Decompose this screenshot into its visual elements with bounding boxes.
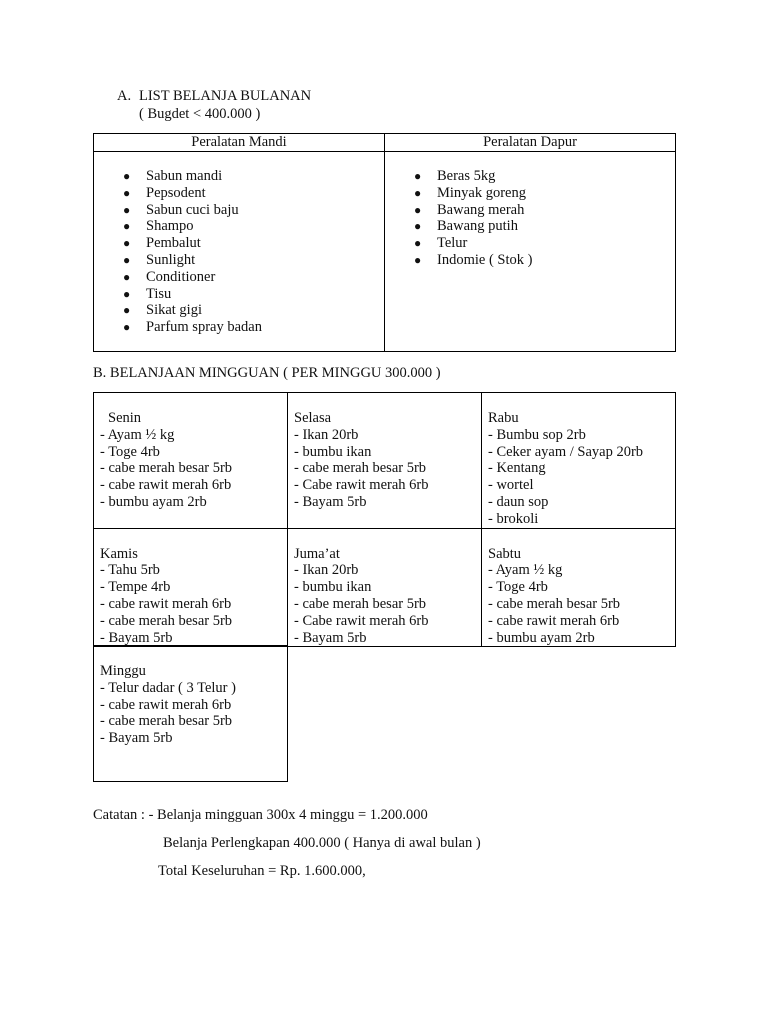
- day-item: - Cabe rawit merah 6rb: [294, 477, 429, 494]
- day-item: - Ceker ayam / Sayap 20rb: [488, 443, 644, 460]
- section-b-title: B. BELANJAAN MINGGUAN ( PER MINGGU 300.000 ): [93, 365, 441, 381]
- list-item-text: Conditioner: [146, 268, 216, 285]
- list-item: [94, 185, 384, 202]
- day-item: - Bayam 5rb: [294, 493, 367, 510]
- list-item: [94, 319, 384, 336]
- list-item-text: Minyak goreng: [437, 184, 526, 201]
- day-item: - bumbu ikan: [294, 443, 372, 460]
- day-item: - Bayam 5rb: [294, 629, 367, 646]
- day-title: Sabtu: [488, 545, 522, 562]
- day-title: Minggu: [100, 663, 146, 679]
- list-cell-peralatan-mandi: [94, 152, 385, 352]
- bullet-icon: ●: [414, 252, 422, 267]
- day-item: - Ikan 20rb: [294, 426, 359, 443]
- day-cell: [288, 528, 482, 647]
- day-item: - Ayam ½ kg: [488, 562, 563, 579]
- notes-line-1: Catatan : - Belanja mingguan 300x 4 minggu = 1.200.000: [93, 807, 428, 823]
- bullet-icon: ●: [123, 219, 131, 234]
- bullet-list: [94, 168, 384, 336]
- day-item: - bumbu ayam 2rb: [488, 629, 595, 646]
- day-item: - Toge 4rb: [100, 443, 160, 460]
- bullet-icon: ●: [414, 185, 422, 200]
- list-item-text: Pepsodent: [146, 184, 206, 201]
- section-a-label: A.: [117, 88, 132, 104]
- day-item: - Cabe rawit merah 6rb: [294, 612, 429, 629]
- day-cell: [94, 646, 288, 782]
- list-item-text: Sikat gigi: [146, 302, 202, 319]
- day-item: - Bayam 5rb: [100, 730, 173, 747]
- bullet-icon: ●: [414, 202, 422, 217]
- bullet-icon: ●: [123, 185, 131, 200]
- list-item: [385, 218, 675, 235]
- day-item: - daun sop: [488, 493, 549, 510]
- day-item: - Tempe 4rb: [100, 579, 171, 596]
- weekly-table-sunday: [93, 645, 288, 782]
- day-title: Selasa: [294, 410, 332, 426]
- list-item-text: Bawang putih: [437, 218, 518, 235]
- list-item: [94, 252, 384, 269]
- list-item: [94, 168, 384, 185]
- list-item-text: Indomie ( Stok ): [437, 251, 533, 268]
- weekly-table: [93, 392, 676, 647]
- list-item: [94, 235, 384, 252]
- bullet-icon: ●: [123, 303, 131, 318]
- bullet-icon: ●: [123, 202, 131, 217]
- day-cell: [288, 393, 482, 529]
- section-a-title: LIST BELANJA BULANAN: [139, 88, 312, 104]
- bullet-icon: ●: [414, 169, 422, 183]
- list-item-text: Beras 5kg: [437, 168, 496, 184]
- list-item: [385, 168, 675, 185]
- day-item: - cabe merah besar 5rb: [294, 460, 427, 477]
- day-item: - Toge 4rb: [488, 579, 548, 596]
- day-title: Juma’at: [294, 545, 340, 562]
- list-item-text: Pembalut: [146, 235, 201, 252]
- list-item: [385, 252, 675, 269]
- column-header-peralatan-mandi: Peralatan Mandi: [94, 134, 385, 152]
- list-item-text: Sunlight: [146, 251, 196, 268]
- column-header-peralatan-dapur: Peralatan Dapur: [385, 134, 676, 152]
- day-item: - cabe rawit merah 6rb: [100, 477, 232, 494]
- day-item: - brokoli: [488, 510, 539, 527]
- bullet-icon: ●: [123, 320, 131, 335]
- bullet-icon: ●: [414, 236, 422, 251]
- list-item: [94, 286, 384, 303]
- list-item-text: Parfum spray badan: [146, 319, 262, 336]
- day-title: Kamis: [100, 545, 138, 562]
- day-item: - Telur dadar ( 3 Telur ): [100, 679, 236, 696]
- day-item: - bumbu ayam 2rb: [100, 493, 207, 510]
- day-item: - Ikan 20rb: [294, 562, 359, 579]
- bullet-icon: ●: [123, 286, 131, 301]
- day-item: - Bumbu sop 2rb: [488, 426, 586, 443]
- day-title: Senin: [108, 410, 142, 426]
- day-item: - cabe merah besar 5rb: [100, 612, 233, 629]
- list-item-text: Bawang merah: [437, 201, 525, 218]
- notes-line-3: Total Keseluruhan = Rp. 1.600.000,: [158, 863, 366, 879]
- list-item: [94, 202, 384, 219]
- bullet-icon: ●: [123, 236, 131, 251]
- monthly-list-table: [93, 133, 676, 352]
- day-cell: [94, 528, 288, 647]
- bullet-icon: ●: [123, 269, 131, 284]
- day-item: - cabe merah besar 5rb: [488, 595, 621, 612]
- list-item-text: Shampo: [146, 218, 194, 235]
- list-item-text: Sabun cuci baju: [146, 201, 239, 218]
- list-item: [385, 202, 675, 219]
- day-item: - Ayam ½ kg: [100, 426, 175, 443]
- section-a-budget: ( Bugdet < 400.000 ): [139, 106, 261, 122]
- list-cell-peralatan-dapur: [385, 152, 676, 352]
- bullet-icon: ●: [123, 169, 131, 183]
- list-item-text: Sabun mandi: [146, 168, 223, 184]
- day-item: - cabe merah besar 5rb: [100, 460, 233, 477]
- bullet-icon: ●: [123, 252, 131, 267]
- list-item: [385, 235, 675, 252]
- bullet-list: [385, 168, 675, 269]
- day-item: - cabe merah besar 5rb: [294, 595, 427, 612]
- day-item: - Kentang: [488, 460, 546, 477]
- list-item: [94, 218, 384, 235]
- day-item: - bumbu ikan: [294, 579, 372, 596]
- day-item: - cabe rawit merah 6rb: [100, 696, 232, 713]
- notes-line-2: Belanja Perlengkapan 400.000 ( Hanya di awal bulan ): [163, 835, 481, 851]
- day-title: Rabu: [488, 410, 519, 426]
- day-item: - Tahu 5rb: [100, 562, 160, 579]
- list-item: [94, 302, 384, 319]
- day-item: - cabe rawit merah 6rb: [100, 595, 232, 612]
- day-cell: [482, 393, 676, 529]
- day-item: - Bayam 5rb: [100, 629, 173, 646]
- bullet-icon: ●: [414, 219, 422, 234]
- list-item: [385, 185, 675, 202]
- day-item: - wortel: [488, 477, 534, 494]
- list-item-text: Tisu: [146, 285, 172, 302]
- day-item: - cabe merah besar 5rb: [100, 713, 233, 730]
- list-item-text: Telur: [437, 235, 468, 252]
- list-item: [94, 269, 384, 286]
- day-cell: [94, 393, 288, 529]
- day-item: - cabe rawit merah 6rb: [488, 612, 620, 629]
- day-cell: [482, 528, 676, 647]
